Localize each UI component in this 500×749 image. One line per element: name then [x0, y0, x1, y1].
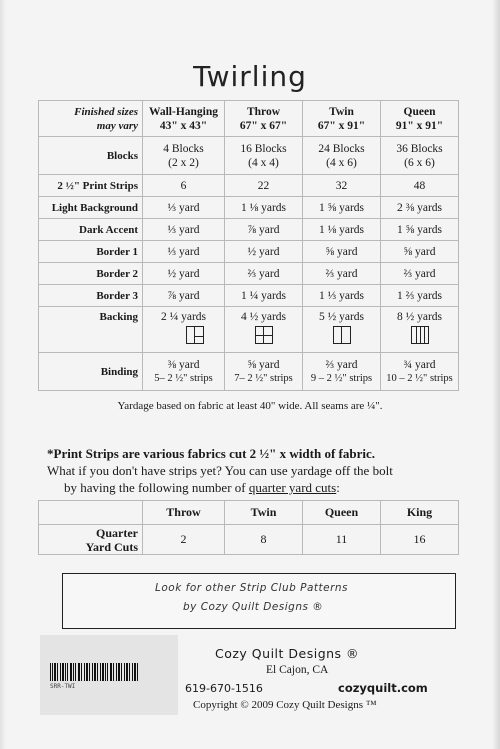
table-cell: 1 ⅝ yards — [303, 197, 381, 219]
table-cell — [303, 307, 381, 353]
cuts-header: Queen — [303, 501, 381, 525]
text: by having the following number of — [64, 480, 249, 495]
backing-layout-icon — [411, 326, 429, 344]
cuts-header-row — [39, 501, 459, 525]
row-label: Border 1 — [39, 241, 143, 263]
dark-accent-row — [39, 219, 459, 241]
table-cell: 22 — [225, 175, 303, 197]
strips-question-2 — [64, 480, 340, 496]
table-cell: ⅞ yard — [225, 219, 303, 241]
print-strips-row — [39, 175, 459, 197]
backing-layout-icon — [255, 326, 273, 344]
promo-box — [62, 573, 456, 629]
border-3-row — [39, 285, 459, 307]
table-cell — [381, 137, 459, 175]
page-edge-right — [492, 0, 500, 749]
cell-line: 24 Blocks — [318, 142, 365, 155]
table-cell — [303, 137, 381, 175]
table-cell: 6 — [143, 175, 225, 197]
table-cell: 32 — [303, 175, 381, 197]
size-header-throw — [225, 101, 303, 137]
backing-yardage: 4 ½ yards — [240, 311, 287, 323]
backing-layout-icon — [333, 326, 351, 344]
size-header-queen — [381, 101, 459, 137]
cuts-value: 8 — [225, 525, 303, 555]
size-dims: 67" x 67" — [239, 119, 288, 132]
table-cell: ⅞ yard — [143, 285, 225, 307]
table-cell: ½ yard — [143, 263, 225, 285]
backing-layout-icon — [186, 326, 204, 344]
cell-line: 36 Blocks — [396, 142, 443, 155]
underlined-text: quarter yard cuts — [248, 480, 337, 495]
cell-line: (4 x 4) — [248, 156, 279, 169]
cell-line: (6 x 6) — [404, 156, 435, 169]
row-label: Light Background — [39, 197, 143, 219]
copyright-notice: Copyright © 2009 Cozy Quilt Designs ™ — [193, 699, 377, 711]
label-line: Quarter — [96, 525, 138, 540]
company-website[interactable]: cozyquilt.com — [338, 681, 428, 695]
size-name: Wall-Hanging — [148, 105, 219, 118]
table-cell — [225, 137, 303, 175]
row-label: Binding — [39, 353, 143, 391]
table-cell: 2 ⅜ yards — [381, 197, 459, 219]
barcode-image — [50, 663, 138, 681]
binding-strips: 10 – 2 ½" strips — [386, 372, 453, 384]
binding-yardage: ⅝ yard — [247, 358, 280, 371]
row-label: Dark Accent — [39, 219, 143, 241]
binding-yardage: ⅔ yard — [325, 358, 358, 371]
cell-line: 4 Blocks — [163, 142, 204, 155]
size-header-twin — [303, 101, 381, 137]
table-cell: 48 — [381, 175, 459, 197]
table-cell: ⅝ yard — [381, 241, 459, 263]
cell-line: (4 x 6) — [326, 156, 357, 169]
cell-line: 16 Blocks — [240, 142, 287, 155]
backing-row — [39, 307, 459, 353]
size-dims: 91" x 91" — [395, 119, 444, 132]
text: : — [336, 480, 340, 495]
table-cell: ⅔ yard — [381, 263, 459, 285]
cuts-values-row — [39, 525, 459, 555]
row-label: Border 2 — [39, 263, 143, 285]
table-cell: 1 ⅔ yards — [381, 285, 459, 307]
quarter-yard-cuts-table — [38, 500, 459, 555]
table-cell — [143, 307, 225, 353]
table-cell: ⅔ yard — [225, 263, 303, 285]
size-dims: 67" x 91" — [317, 119, 366, 132]
barcode-number: SRR-TWI — [50, 683, 76, 690]
finished-sizes-note: Finished sizes may vary — [39, 101, 143, 137]
table-cell: 1 ⅛ yards — [303, 219, 381, 241]
print-strips-note: *Print Strips are various fabrics cut 2 ½" x width of fabric. — [47, 446, 375, 461]
backing-yardage: 5 ½ yards — [318, 311, 365, 323]
size-name: Twin — [329, 105, 354, 118]
table-cell — [143, 137, 225, 175]
pattern-title: Twirling — [193, 60, 307, 93]
table-cell: ½ yard — [225, 241, 303, 263]
table-cell: 1 ⅝ yards — [381, 219, 459, 241]
promo-line-1: Look for other Strip Club Patterns — [155, 582, 349, 594]
cuts-value: 16 — [381, 525, 459, 555]
row-label: 2 ½" Print Strips — [39, 175, 143, 197]
size-name: Throw — [246, 105, 281, 118]
row-label: Blocks — [39, 137, 143, 175]
binding-strips: 7– 2 ½" strips — [234, 372, 293, 384]
size-header-row — [39, 101, 459, 137]
strips-question: What if you don't have strips yet? You can use yardage off the bolt — [47, 463, 393, 478]
table-cell: 1 ⅓ yards — [303, 285, 381, 307]
table-cell: ⅓ yard — [143, 241, 225, 263]
border-1-row — [39, 241, 459, 263]
size-header-wall-hanging — [143, 101, 225, 137]
barcode-area — [40, 635, 178, 715]
size-name: Queen — [403, 105, 436, 118]
label-line: Yard Cuts — [85, 539, 138, 554]
backing-yardage: 2 ¼ yards — [160, 311, 207, 323]
binding-yardage: ¾ yard — [403, 358, 436, 371]
yardage-table — [38, 100, 459, 391]
cuts-header: King — [381, 501, 459, 525]
promo-line-2: by Cozy Quilt Designs ® — [183, 601, 324, 613]
row-label: Backing — [39, 307, 143, 353]
company-city: El Cajon, CA — [266, 664, 329, 676]
light-background-row — [39, 197, 459, 219]
cuts-header: Throw — [143, 501, 225, 525]
table-cell — [143, 353, 225, 391]
cuts-value: 11 — [303, 525, 381, 555]
table-cell: 1 ¼ yards — [225, 285, 303, 307]
cuts-row-label — [39, 525, 143, 555]
table-cell — [381, 353, 459, 391]
table-cell — [225, 353, 303, 391]
table-cell — [381, 307, 459, 353]
binding-strips: 5– 2 ½" strips — [154, 372, 213, 384]
binding-yardage: ⅜ yard — [167, 358, 200, 371]
size-dims: 43" x 43" — [159, 119, 208, 132]
backing-yardage: 8 ½ yards — [396, 311, 443, 323]
blocks-row — [39, 137, 459, 175]
table-cell: ⅓ yard — [143, 197, 225, 219]
table-cell: ⅝ yard — [303, 241, 381, 263]
row-label: Border 3 — [39, 285, 143, 307]
yardage-note: Yardage based on fabric at least 40" wide. All seams are ¼". — [117, 400, 383, 412]
company-phone: 619-670-1516 — [185, 682, 263, 695]
binding-row — [39, 353, 459, 391]
cuts-header: Twin — [225, 501, 303, 525]
table-cell: ⅔ yard — [303, 263, 381, 285]
page-edge-left — [0, 0, 6, 749]
cell-line: (2 x 2) — [168, 156, 199, 169]
binding-strips: 9 – 2 ½" strips — [310, 372, 373, 384]
company-name: Cozy Quilt Designs ® — [215, 646, 360, 661]
border-2-row — [39, 263, 459, 285]
table-cell — [225, 307, 303, 353]
cuts-value: 2 — [143, 525, 225, 555]
empty-cell — [39, 501, 143, 525]
table-cell: 1 ⅛ yards — [225, 197, 303, 219]
table-cell — [303, 353, 381, 391]
table-cell: ⅓ yard — [143, 219, 225, 241]
